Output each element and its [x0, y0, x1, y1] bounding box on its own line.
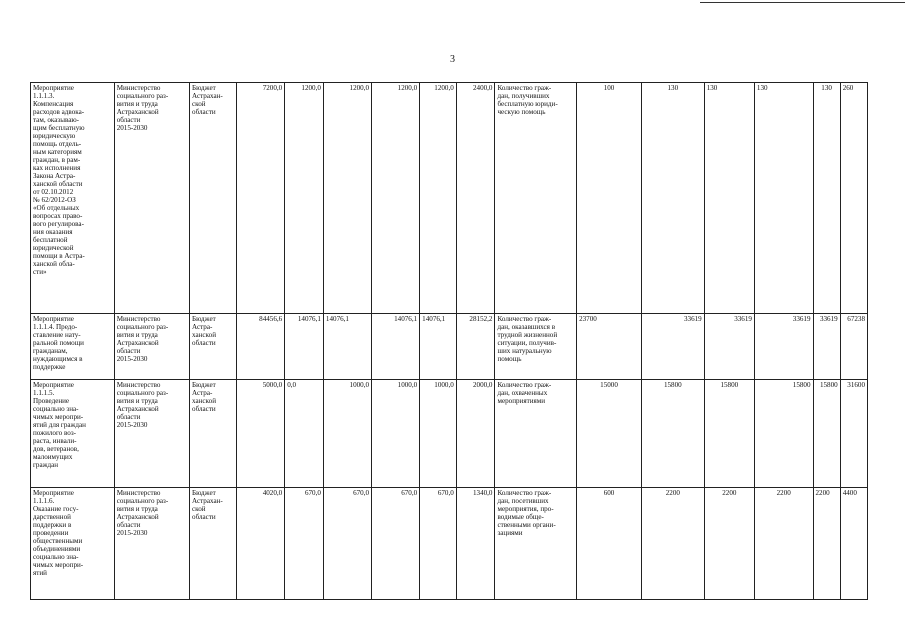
indicator-value-cell: 2200	[704, 488, 754, 600]
indicator-cell: Количество граж- дан, получивших бесплатную юриди- ческую помощь	[495, 83, 577, 314]
indicator-value-cell: 2200	[813, 488, 840, 600]
indicator-value-cell: 67238	[840, 314, 867, 380]
indicator-value-cell: 33619	[704, 314, 754, 380]
amount-cell: 14076,1	[285, 314, 324, 380]
funding-source-cell: Бюджет Астра- ханской области	[190, 314, 237, 380]
amount-cell: 5000,0	[237, 380, 285, 488]
amount-cell: 670,0	[372, 488, 420, 600]
executor-cell: Министерство социального раз- вития и труда Астраханской области 2015-2030	[114, 488, 189, 600]
indicator-value-cell: 600	[577, 488, 642, 600]
indicator-value-cell: 260	[840, 83, 867, 314]
activity-cell: Мероприятие 1.1.1.5. Проведение социально зна- чимых меропри- ятий для граждан пожилого воз- раста, инвали- дов, ветеранов, малоимущих граждан	[31, 380, 115, 488]
amount-cell: 0,0	[285, 380, 324, 488]
indicator-value-cell: 15800	[813, 380, 840, 488]
indicator-value-cell: 2200	[641, 488, 704, 600]
funding-source-cell: Бюджет Астрахан- ской области	[190, 488, 237, 600]
indicator-value-cell: 31600	[840, 380, 867, 488]
amount-cell: 1200,0	[372, 83, 420, 314]
table-row	[31, 83, 868, 314]
amount-cell: 670,0	[285, 488, 324, 600]
table-row	[31, 380, 868, 488]
executor-cell: Министерство социального раз- вития и труда Астраханской области 2015-2030	[114, 83, 189, 314]
indicator-value-cell: 130	[641, 83, 704, 314]
amount-cell: 14076,1	[420, 314, 457, 380]
table-row	[31, 314, 868, 380]
indicator-cell: Количество граж- дан, охваченных мероприятиями	[495, 380, 577, 488]
indicator-value-cell: 2200	[754, 488, 813, 600]
activity-cell: Мероприятие 1.1.1.3. Компенсация расходов адвока- там, оказываю- щим бесплатную юридическую помощь отдель- ным категориям граждан, в рам- ках исполнения Закона Астра- ханской области от 02.10.2012 № 62/2012-ОЗ «Об отдельных вопросах право- вого регулирова- ния оказания бесплатной юридической помощи в Астра- ханской обла- сти»	[31, 83, 115, 314]
indicator-value-cell: 15800	[704, 380, 754, 488]
header-rule	[700, 2, 905, 3]
indicator-cell: Количество граж- дан, посетивших мероприятия, про- водимые обще- ственными органи- зациями	[495, 488, 577, 600]
indicator-value-cell: 33619	[754, 314, 813, 380]
indicator-value-cell: 4400	[840, 488, 867, 600]
amount-cell: 4020,0	[237, 488, 285, 600]
amount-cell: 84456,6	[237, 314, 285, 380]
table-row	[31, 488, 868, 600]
amount-cell: 1000,0	[420, 380, 457, 488]
program-activities-table	[30, 82, 868, 600]
funding-source-cell: Бюджет Астра- ханской области	[190, 380, 237, 488]
amount-cell: 2400,0	[456, 83, 495, 314]
amount-cell: 1200,0	[323, 83, 371, 314]
amount-cell: 1200,0	[420, 83, 457, 314]
indicator-value-cell: 33619	[813, 314, 840, 380]
amount-cell: 1000,0	[372, 380, 420, 488]
indicator-value-cell: 130	[754, 83, 813, 314]
activity-cell: Мероприятие 1.1.1.6. Оказание госу- дарственной поддержки в проведении общественными объединениями социально зна- чимых меропри- ятий	[31, 488, 115, 600]
executor-cell: Министерство социального раз- вития и труда Астраханской области 2015-2030	[114, 380, 189, 488]
amount-cell: 2000,0	[456, 380, 495, 488]
indicator-value-cell: 15800	[754, 380, 813, 488]
page-number: 3	[450, 54, 455, 65]
amount-cell: 14076,1	[372, 314, 420, 380]
amount-cell: 7200,0	[237, 83, 285, 314]
funding-source-cell: Бюджет Астрахан- ской области	[190, 83, 237, 314]
amount-cell: 670,0	[420, 488, 457, 600]
indicator-value-cell: 23700	[577, 314, 642, 380]
activity-cell: Мероприятие 1.1.1.4. Предо- ставление нату- ральной помощи гражданам, нуждающимся в поддержке	[31, 314, 115, 380]
indicator-value-cell: 130	[704, 83, 754, 314]
indicator-value-cell: 130	[813, 83, 840, 314]
indicator-value-cell: 33619	[641, 314, 704, 380]
executor-cell: Министерство социального раз- вития и труда Астраханской области 2015-2030	[114, 314, 189, 380]
indicator-value-cell: 15800	[641, 380, 704, 488]
amount-cell: 1200,0	[285, 83, 324, 314]
indicator-cell: Количество граж- дан, оказавшихся в трудной жизненной ситуации, получив- ших натуральную помощь	[495, 314, 577, 380]
indicator-value-cell: 100	[577, 83, 642, 314]
indicator-value-cell: 15000	[577, 380, 642, 488]
amount-cell: 670,0	[323, 488, 371, 600]
amount-cell: 14076,1	[323, 314, 371, 380]
amount-cell: 1340,0	[456, 488, 495, 600]
amount-cell: 28152,2	[456, 314, 495, 380]
amount-cell: 1000,0	[323, 380, 371, 488]
